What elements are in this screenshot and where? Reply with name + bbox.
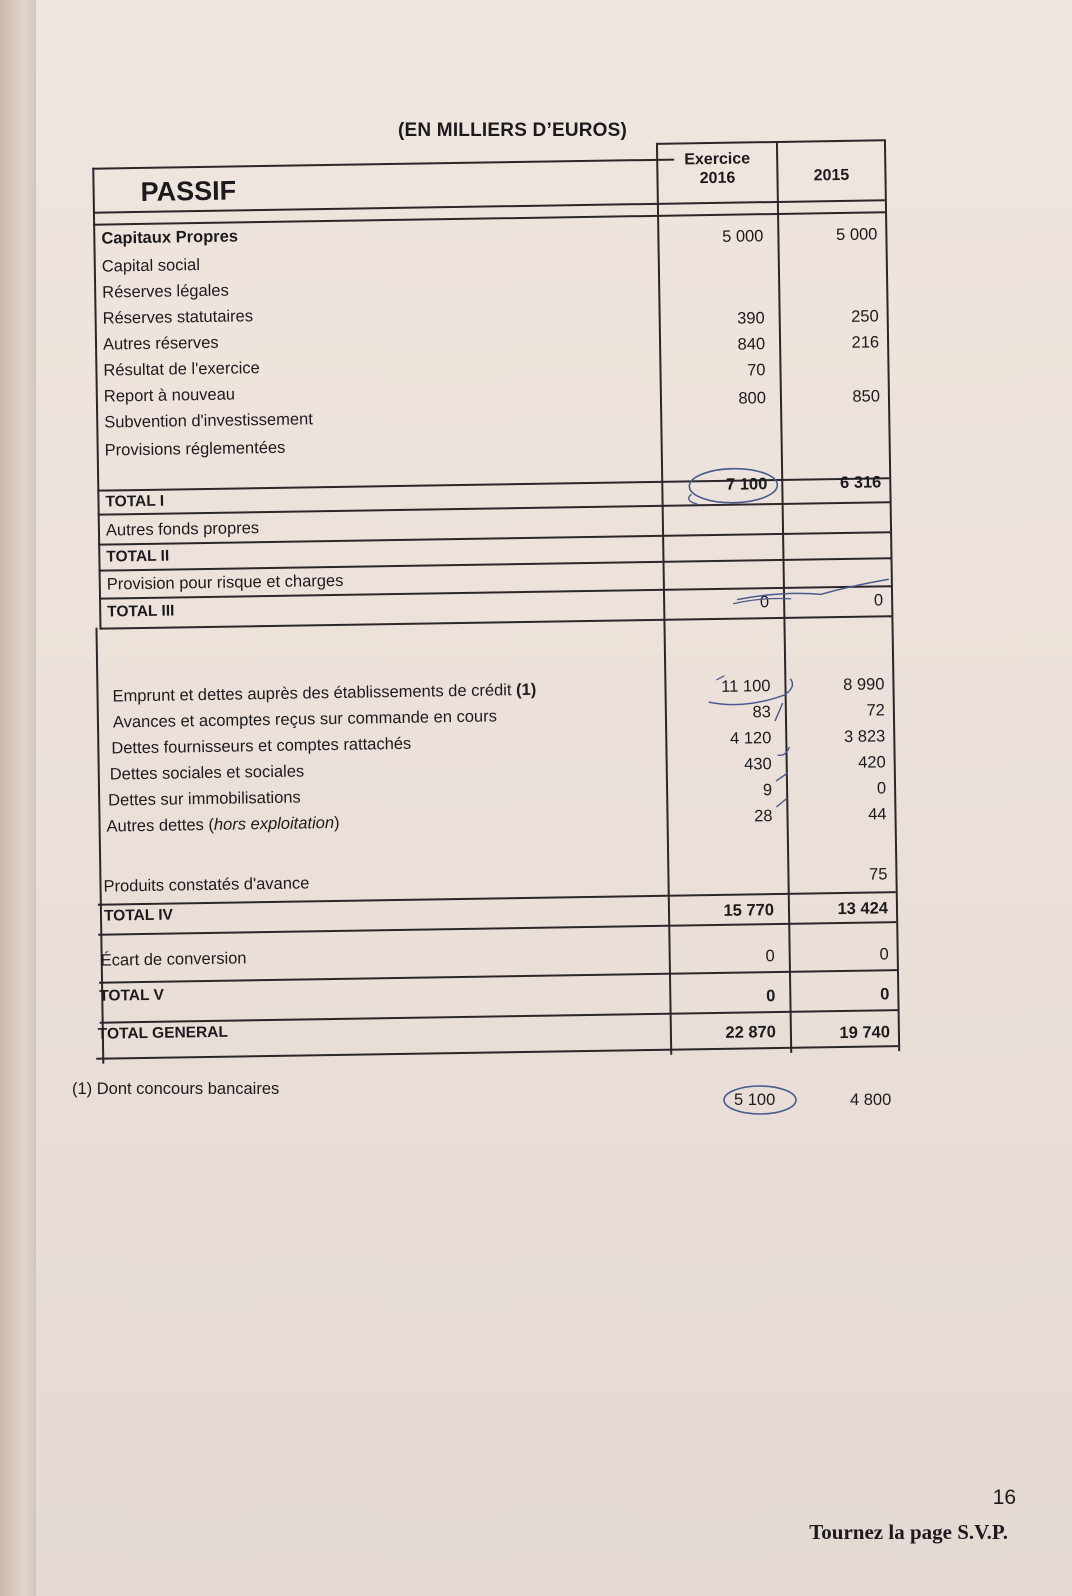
footnote-concours-bancaires-label: (1) Dont concours bancaires: [72, 1080, 280, 1098]
row-resultat-label: Résultat de l'exercice: [103, 359, 260, 380]
pen-strike-total-3: [721, 575, 892, 612]
total-5-label: TOTAL V: [99, 986, 164, 1005]
row-capital-social-2016: 5 000: [721, 227, 764, 246]
row-provisions-reglementees-label: Provisions réglementées: [104, 438, 286, 460]
row-dettes-sociales-2015: 420: [858, 753, 886, 772]
book-spine: [0, 0, 34, 1596]
total-5-2016: 0: [766, 987, 776, 1006]
row-fournisseurs-2015: 3 823: [843, 727, 886, 746]
row-dettes-sociales-label: Dettes sociales et sociales: [109, 762, 305, 784]
total-3-2016: 0: [759, 593, 770, 612]
row-avances-label: Avances et acomptes reçus sur commande en cours: [112, 707, 498, 732]
row-emprunt-label: Emprunt et dettes auprès des établissements de crédit (1): [112, 680, 537, 706]
ecart-conversion-2016: 0: [765, 947, 775, 966]
total-1-2015: 6 316: [839, 473, 882, 493]
row-reserves-statutaires-label: Réserves statutaires: [102, 307, 254, 328]
row-autres-dettes-2016: 28: [754, 807, 773, 826]
passif-table: [74, 139, 918, 1064]
row-report-label: Report à nouveau: [103, 385, 236, 406]
ecart-conversion-2015: 0: [879, 945, 889, 964]
row-report-2016: 800: [738, 389, 767, 408]
row-fournisseurs-2016: 4 120: [729, 729, 772, 748]
row-capital-social-2015: 5 000: [835, 225, 878, 245]
total-4-2016: 15 770: [723, 901, 775, 920]
header-2015: 2015: [813, 166, 850, 185]
row-avances-2016: 83: [752, 703, 772, 722]
row-emprunt-2015: 8 990: [843, 675, 885, 694]
row-reserves-legales-label: Réserves légales: [102, 281, 229, 302]
total-1-2016: 7 100: [725, 475, 768, 494]
turn-page-note: Tournez la page S.V.P.: [809, 1520, 1008, 1544]
row-immobilisations-2015: 0: [876, 779, 887, 798]
total-3-label: TOTAL III: [107, 602, 175, 621]
row-emprunt-2016: 11 100: [721, 677, 771, 696]
row-capital-social-label: Capital social: [101, 256, 201, 276]
total-3-2015: 0: [873, 591, 884, 610]
total-2-label: TOTAL II: [106, 547, 170, 566]
footnote-2016: 5 100: [734, 1091, 776, 1109]
row-autres-reserves-2016: 840: [737, 335, 766, 354]
row-produits-2015: 75: [868, 865, 888, 884]
row-reserves-statutaires-2016: 390: [737, 309, 765, 328]
row-autres-reserves-2015: 216: [851, 333, 880, 352]
row-autres-dettes-label: Autres dettes (hors exploitation): [106, 813, 340, 836]
footnote-2015: 4 800: [850, 1091, 892, 1109]
total-1-label: TOTAL I: [105, 492, 165, 511]
header-exercice: Exercice: [684, 150, 751, 169]
header-2016: 2016: [699, 169, 736, 188]
total-general-label: TOTAL GENERAL: [97, 1023, 229, 1043]
autres-fonds-propres-label: Autres fonds propres: [105, 519, 260, 540]
row-produits-label: Produits constatés d'avance: [103, 874, 310, 896]
section-capitaux-propres: Capitaux Propres: [101, 227, 239, 248]
row-reserves-statutaires-2015: 250: [851, 307, 879, 326]
row-autres-reserves-label: Autres réserves: [102, 333, 219, 354]
total-general-2015: 19 740: [839, 1023, 891, 1043]
row-avances-2015: 72: [866, 701, 886, 720]
row-report-2015: 850: [852, 387, 881, 406]
row-autres-dettes-2015: 44: [868, 805, 887, 824]
total-general-2016: 22 870: [725, 1023, 777, 1042]
row-immobilisations-2016: 9: [762, 781, 773, 800]
table-title: PASSIF: [140, 175, 237, 207]
row-subvention-label: Subvention d'investissement: [104, 410, 313, 432]
row-resultat-2016: 70: [747, 361, 766, 380]
row-fournisseurs-label: Dettes fournisseurs et comptes rattachés: [111, 734, 412, 758]
unit-label: (EN MILLIERS D’EUROS): [398, 120, 628, 141]
page-number: 16: [992, 1486, 1016, 1509]
provision-risque-label: Provision pour risque et charges: [106, 571, 344, 594]
row-dettes-sociales-2016: 430: [744, 755, 772, 774]
total-4-2015: 13 424: [837, 899, 889, 919]
total-5-2015: 0: [880, 985, 890, 1004]
total-4-label: TOTAL IV: [103, 906, 174, 925]
row-immobilisations-label: Dettes sur immobilisations: [108, 788, 301, 810]
ecart-conversion-label: Écart de conversion: [100, 949, 247, 970]
